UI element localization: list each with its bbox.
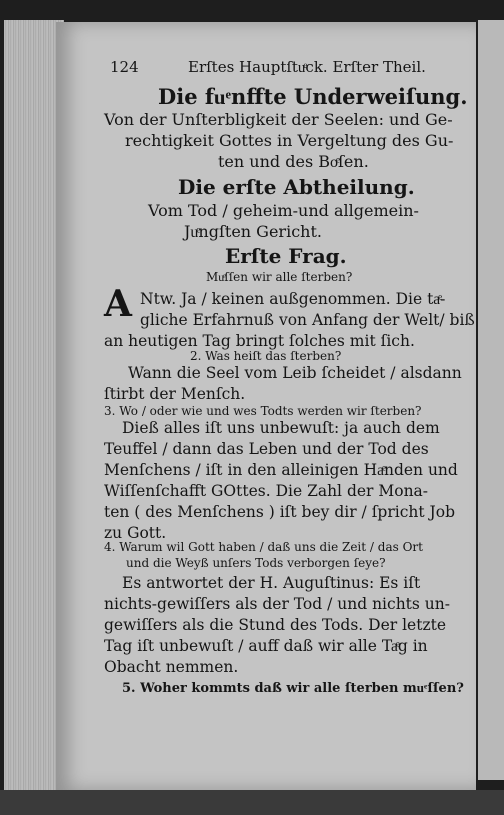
answer-4-line-4: Tag iſt unbewuſt / auff daß wir alle Taͤg in <box>104 637 428 655</box>
question-heading: Erſte Frag. <box>225 244 347 268</box>
answer-4-line-1: Es antwortet der H. Auguſtinus: Es iſt <box>122 574 421 592</box>
drop-cap: A <box>104 283 132 325</box>
book-page-edges <box>4 20 64 792</box>
question-1: Muͤſſen wir alle ſterben? <box>206 270 353 284</box>
section-subtitle-line-2: Juͤngſten Gericht. <box>184 222 322 241</box>
answer-1-line-1: Ntw. Ja / keinen außgenommen. Die taͤ- <box>140 290 446 308</box>
scan-bottom-margin <box>0 790 504 815</box>
subtitle-line-2: rechtigkeit Gottes in Vergeltung des Gu- <box>125 131 454 150</box>
question-5: 5. Woher kommts daß wir alle ſterben muͤſſen? <box>122 681 464 696</box>
answer-1-line-3: an heutigen Tag bringt ſolches mit ſich. <box>104 332 415 350</box>
chapter-title: Die fuͤnffte Underweiſung. <box>158 84 468 109</box>
page-number: 124 <box>110 58 139 76</box>
answer-3-line-4: Wiſſenſchafft GOttes. Die Zahl der Mona- <box>104 482 429 500</box>
answer-4-line-2: nichts-gewiſſers als der Tod / und nichts un- <box>104 595 450 613</box>
answer-3-line-5: ten ( des Menſchens ) iſt bey dir / ſpricht Job <box>104 503 456 521</box>
subtitle-line-3: ten und des Boͤſen. <box>218 152 369 171</box>
question-4-line-1: 4. Warum wil Gott haben / daß uns die Zeit / das Ort <box>104 540 423 554</box>
answer-3-line-2: Teuffel / dann das Leben und der Tod des <box>104 440 429 458</box>
answer-1-line-2: gliche Erfahrnuß von Anfang der Welt/ biß <box>140 311 475 329</box>
subtitle-line-1: Von der Unſterbligkeit der Seelen: und Ge- <box>104 110 453 129</box>
answer-3-line-3: Menſchens / iſt in den alleinigen Haͤnden und <box>104 461 458 479</box>
question-4-line-2: und die Weyß unſers Tods verborgen ſeye? <box>126 556 386 570</box>
answer-2-line-1: Wann die Seel vom Leib ſcheidet / alsdann <box>128 364 462 382</box>
section-subtitle-line-1: Vom Tod / geheim-und allgemein- <box>148 201 419 220</box>
answer-4-line-5: Obacht nemmen. <box>104 658 239 676</box>
answer-3-line-1: Dieß alles iſt uns unbewuſt: ja auch dem <box>122 419 440 437</box>
facing-page-edge <box>478 20 504 780</box>
answer-2-line-2: ſtirbt der Menſch. <box>104 385 246 403</box>
running-head: Erſtes Hauptſtuͤck. Erſter Theil. <box>188 58 426 76</box>
section-title: Die erſte Abtheilung. <box>178 175 415 199</box>
question-2: 2. Was heiſt das ſterben? <box>190 349 342 363</box>
question-3: 3. Wo / oder wie und wes Todts werden wir ſterben? <box>104 404 422 418</box>
answer-3-line-6: zu Gott. <box>104 524 167 542</box>
answer-4-line-3: gewiſſers als die Stund des Tods. Der letzte <box>104 616 447 634</box>
